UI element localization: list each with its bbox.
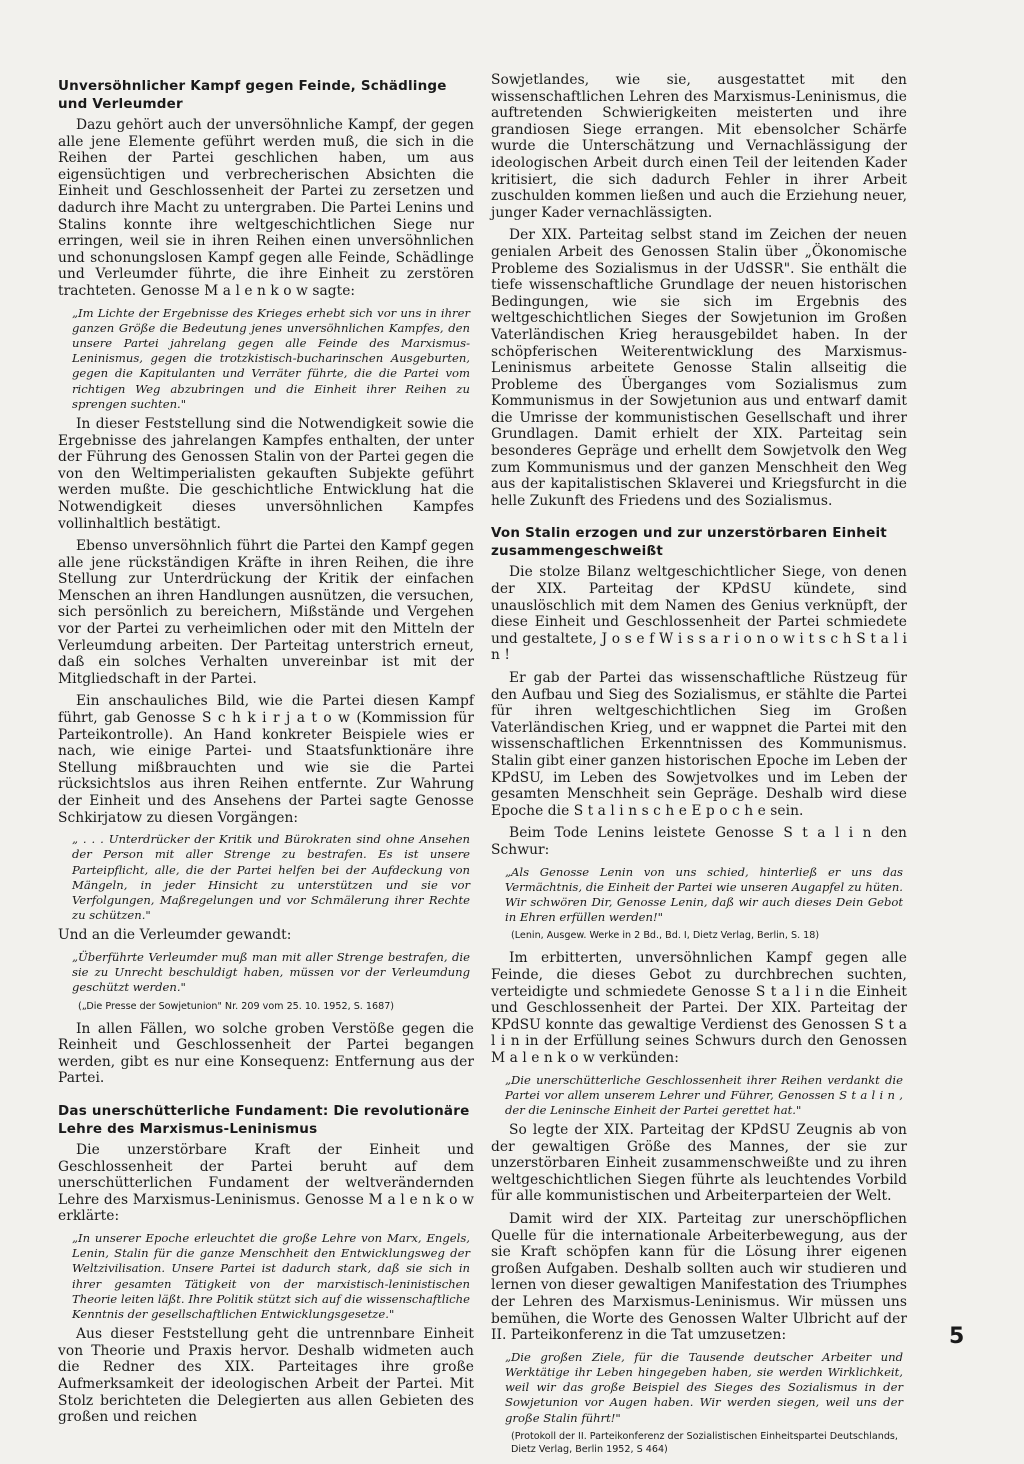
left-column — [58, 78, 474, 1432]
paragraph: Ein anschauliches Bild, wie die Partei diesen Kampf führt, gab Genosse S c h k i r j a t o w (Kommission für Parteikontrolle). An Hand konkreter Beispiele wies er nach, wie einige Partei- und Staatsfunktionäre ihre Stellung mißbrauchten und wie sie die Partei rücksichtslos aus ihren Reihen entfernte. Zur Wahrung der Einheit und des Ansehens der Partei sagte Genosse Schkirjatow zu diesen Vorgängen: — [58, 693, 474, 826]
page-number: 5 — [949, 1324, 965, 1349]
paragraph: Er gab der Partei das wissenschaftliche Rüstzeug für den Aufbau und Sieg des Sozialismus, er stählte die Partei für ihren weltgeschichtlichen Sieg im Großen Vaterländischen Krieg, und er wappnet die Partei mit den wissenschaftlichen Erkenntnissen des Kommunismus. Stalin gibt einer ganzen historischen Epoche im Leben der KPdSU, im Leben des Sowjetvolkes und im Leben der gesamten Menschheit sein Gepräge. Deshalb wird diese Epoche die S t a l i n s c h e E p o c h e sein. — [491, 670, 907, 819]
right-column — [491, 72, 907, 1464]
citation: („Die Presse der Sowjetunion" Nr. 209 vom 25. 10. 1952, S. 1687) — [78, 1000, 395, 1012]
block-quote: „Die unerschütterliche Geschlossenheit ihrer Reihen verdankt die Partei vor allem unserem Lehrer und Führer, Genossen S t a l i n , der die Leninsche Einheit der Partei gerettet hat." — [505, 1072, 903, 1117]
page — [58, 72, 972, 1455]
block-quote: „Die großen Ziele, für die Tausende deutscher Arbeiter und Werktätige ihr Leben hingegeben haben, sie werden Wirklichkeit, weil wir das große Beispiel des Sieges des Sozialismus in der Sowjetunion vor Augen haben. Wir werden siegen, weil uns der große Stalin führt!" — [505, 1349, 903, 1425]
paragraph: Beim Tode Lenins leistete Genosse S t a l i n den Schwur: — [491, 825, 907, 858]
paragraph: Die unzerstörbare Kraft der Einheit und Geschlossenheit der Partei beruht auf dem unerschütterlichen Fundament der weltverändernden Lehre des Marxismus-Leninismus. Genosse M a l e n k o w erklärte: — [58, 1142, 474, 1225]
paragraph: Und an die Verleumder gewandt: — [58, 927, 292, 944]
block-quote: „ . . . Unterdrücker der Kritik und Bürokraten sind ohne Ansehen der Person mit aller Strenge zu bestrafen. Es ist unsere Parteipflicht, alle, die der Partei helfen bei der Aufdeckung von Mängeln, in jeder Hinsicht zu unterstützen und sie vor Verfolgungen, Maßregelungen und vor Schmälerung ihrer Rechte zu schützen." — [72, 832, 470, 923]
block-quote: „In unserer Epoche erleuchtet die große Lehre von Marx, Engels, Lenin, Stalin für die ganze Menschheit den Entwicklungsweg der Weltzivilisation. Unsere Partei ist dadurch stark, daß sie sich in ihrer gesamten Tätigkeit von der marxistisch-leninistischen Theorie leiten läßt. Ihre Politik stützt sich auf die wissenschaftliche Kenntnis der gesellschaftlichen Entwicklungsgesetze." — [72, 1230, 470, 1321]
block-quote: „Als Genosse Lenin von uns schied, hinterließ er uns das Vermächtnis, die Einheit der Partei wie unseren Augapfel zu hüten. Wir schwören Dir, Genosse Lenin, daß wir auch dieses Dein Gebot in Ehren erfüllen werden!" — [505, 864, 903, 925]
citation: (Protokoll der II. Parteikonferenz der Sozialistischen Einheitspartei Deutschlands, Dietz Verlag, Berlin 1952, S 464) — [511, 1430, 898, 1455]
paragraph: Dazu gehört auch der unversöhnliche Kampf, der gegen alle jene Elemente geführt werden muß, die sich in die Reihen der Partei geschlichen haben, um aus eigensüchtigen und verbrecherischen Absichten die Einheit und Geschlossenheit der Partei zu zersetzen und dadurch ihre Macht zu untergraben. Die Partei Lenins und Stalins konnte ihre weltgeschichtlichen Siege nur erringen, weil sie in ihren Reihen einen unversöhnlichen und schonungslosen Kampf gegen alle Feinde, Schädlinge und Verleumder führte, die ihre Einheit zu zerstören trachteten. Genosse M a l e n k o w sagte: — [58, 117, 474, 299]
paragraph: So legte der XIX. Parteitag der KPdSU Zeugnis ab von der gewaltigen Größe des Mannes, der sie zur unzerstörbaren Einheit zusammenschweißte und zu ihren weltgeschichtlichen Siegen führte als leuchtendes Vorbild für alle kommunistischen und Arbeiterparteien der Welt. — [491, 1122, 907, 1205]
paragraph: Die stolze Bilanz weltgeschichtlicher Siege, von denen der XIX. Parteitag der KPdSU kündete, sind unauslöschlich mit dem Namen des Genius verknüpft, der diese Einheit und Geschlossenheit der Partei schmiedete und gestaltete, J o s e f W i s s a r i o n o w i t s c h S t a l i n ! — [491, 564, 907, 664]
block-quote: „Im Lichte der Ergebnisse des Krieges erhebt sich vor uns in ihrer ganzen Größe die Bedeutung jenes unversöhnlichen Kampfes, den unsere Partei jahrelang gegen alle Feinde des Marxismus-Leninismus, gegen die trotzkistisch-bucharinschen Ausgeburten, gegen die Kapitulanten und Verräter führte, die die Partei vom richtigen Weg abzubringen und die Einheit ihrer Reihen zu sprengen suchten." — [72, 305, 470, 411]
section-heading: Unversöhnlicher Kampf gegen Feinde, Schädlinge und Verleumder — [58, 78, 447, 112]
citation: (Lenin, Ausgew. Werke in 2 Bd., Bd. I, Dietz Verlag, Berlin, S. 18) — [511, 930, 820, 942]
paragraph: Der XIX. Parteitag selbst stand im Zeichen der neuen genialen Arbeit des Genossen Stalin über „Ökonomische Probleme des Sozialismus in der UdSSR". Sie enthält die tiefe wissenschaftliche Grundlage der neuen historischen Bedingungen, wie sie sich im Ergebnis des weltgeschichtlichen Sieges der Sowjetunion im Großen Vaterländischen Krieg herausgebildet haben. In der schöpferischen Weiterentwicklung des Marxismus-Leninismus arbeitete Genosse Stalin allseitig die Probleme des Überganges vom Sozialismus zum Kommunismus in der Sowjetunion aus und entwarf damit die Umrisse der kommunistischen Gesellschaft und ihrer Grundlagen. Damit erhielt der XIX. Parteitag sein besonderes Gepräge und erhellt dem Sowjetvolk den Weg zum Kommunismus und der ganzen Menschheit den Weg aus der kapitalistischen Sklaverei und Kriegsfurcht in die helle Zukunft des Friedens und des Sozialismus. — [491, 227, 907, 509]
section-heading: Das unerschütterliche Fundament: Die revolutionäre Lehre des Marxismus-Leninismus — [58, 1103, 470, 1137]
paragraph: In dieser Feststellung sind die Notwendigkeit sowie die Ergebnisse des jahrelangen Kampfes enthalten, der unter der Führung des Genossen Stalin von der Partei gegen die von den Weltimperialisten gekauften Subjekte geführt werden mußte. Die geschichtliche Entwicklung hat die Notwendigkeit dieses unversöhnlichen Kampfes vollinhaltlich bestätigt. — [58, 415, 474, 532]
paragraph: Ebenso unversöhnlich führt die Partei den Kampf gegen alle jene rückständigen Kräfte in ihren Reihen, die ihre Stellung zur Unterdrückung der Kritik der einfachen Menschen an ihren Handlungen ausnützen, die versuchen, sich persönlich zu bereichern, Mißstände und Vergehen vor der Partei zu verheimlichen oder mit den Mitteln der Verleumdung arbeiten. Der Parteitag unterstrich erneut, daß ein solches Verhalten unvereinbar ist mit der Mitgliedschaft in der Partei. — [58, 538, 474, 687]
paragraph: Aus dieser Feststellung geht die untrennbare Einheit von Theorie und Praxis hervor. Deshalb widmeten auch die Redner des XIX. Parteitages ihre große Aufmerksamkeit der ideologischen Arbeit der Partei. Mit Stolz berichteten die Delegierten aus allen Gebieten des großen und reichen — [58, 1326, 474, 1426]
paragraph: Sowjetlandes, wie sie, ausgestattet mit den wissenschaftlichen Lehren des Marxismus-Leninismus, die auftretenden Schwierigkeiten meisterten und ihre grandiosen Siege errangen. Mit ebensolcher Schärfe wurde die Unterschätzung und Vernachlässigung der ideologischen Arbeit durch einen Teil der leitenden Kader kritisiert, die sich dadurch Fehler in ihrer Arbeit zuschulden kommen ließen und auch die Erziehung neuer, junger Kader vernachlässigten. — [491, 72, 907, 221]
paragraph: In allen Fällen, wo solche groben Verstöße gegen die Reinheit und Geschlossenheit der Partei begangen werden, gibt es nur eine Konsequenz: Entfernung aus der Partei. — [58, 1020, 474, 1087]
paragraph: Im erbitterten, unversöhnlichen Kampf gegen alle Feinde, die dieses Gebot zu durchbrechen suchten, verteidigte und schmiedete Genosse S t a l i n die Einheit und Geschlossenheit der Partei. Der XIX. Parteitag der KPdSU konnte das gewaltige Verdienst des Genossen S t a l i n in der Erfüllung seines Schwurs durch den Genossen M a l e n k o w verkünden: — [491, 950, 907, 1066]
paragraph: Damit wird der XIX. Parteitag zur unerschöpflichen Quelle für die internationale Arbeiterbewegung, aus der sie Kraft schöpfen kann für die Lösung ihrer eigenen großen Aufgaben. Deshalb sollten auch wir studieren und lernen von dieser gewaltigen Manifestation des Triumphes der Lehren des Marxismus-Leninismus. Wir müssen uns bemühen, die Worte des Genossen Walter Ulbricht auf der II. Parteikonferenz in die Tat umzusetzen: — [491, 1211, 907, 1344]
block-quote: „Überführte Verleumder muß man mit aller Strenge bestrafen, die sie zu Unrecht beschuldigt haben, müssen vor der Verleumdung geschützt werden." — [72, 950, 470, 995]
section-heading: Von Stalin erzogen und zur unzerstörbaren Einheit zusammengeschweißt — [491, 525, 887, 559]
